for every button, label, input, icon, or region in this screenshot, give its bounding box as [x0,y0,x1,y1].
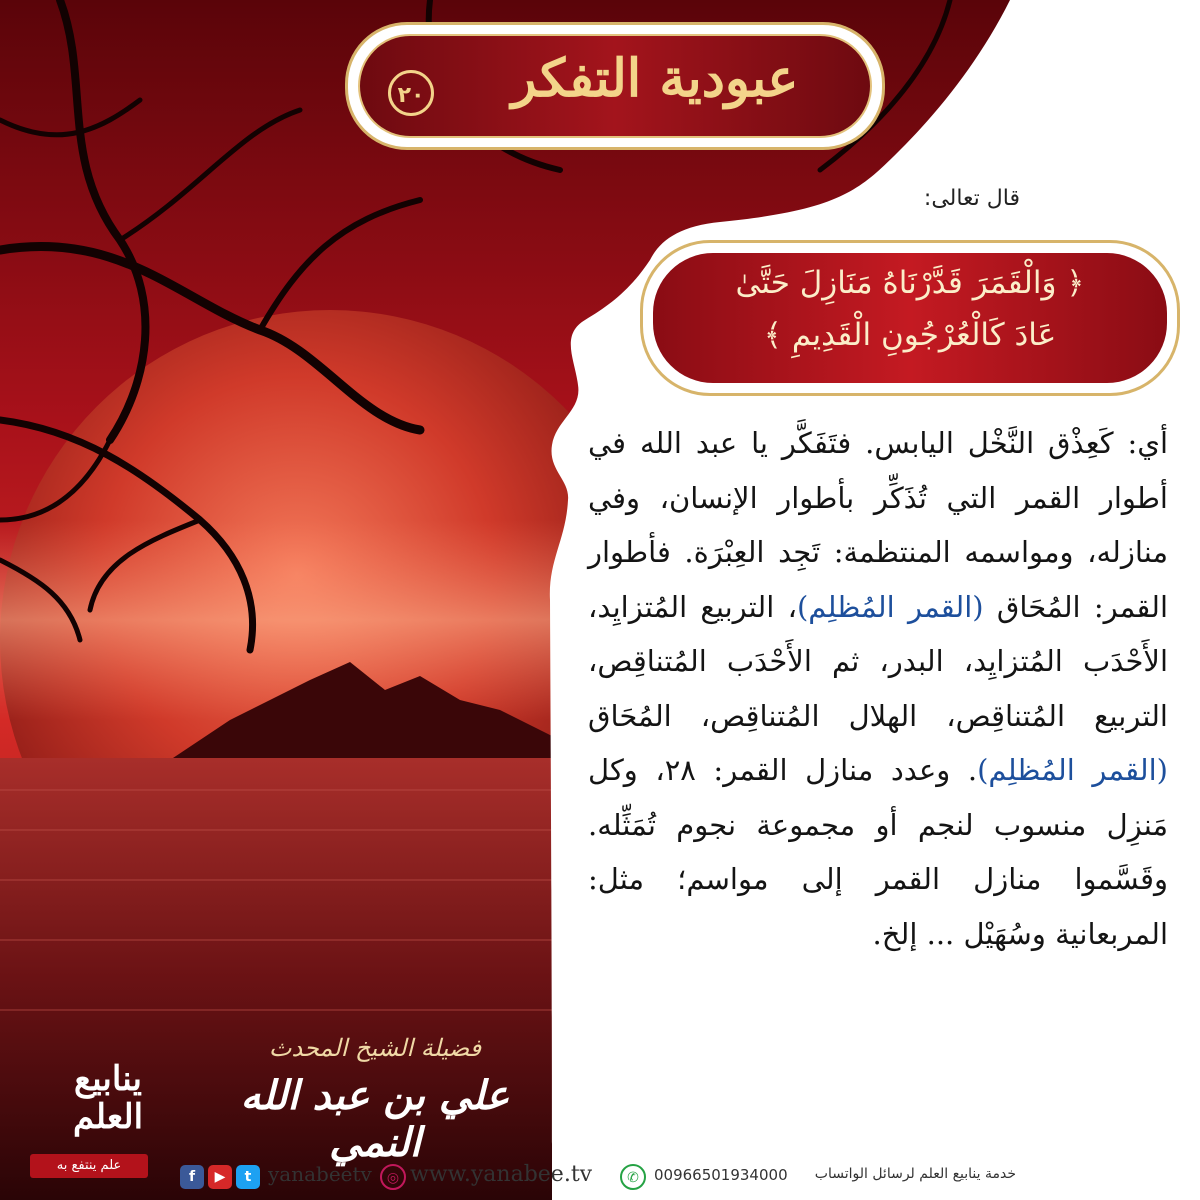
logo-name: ينابيع العلم [72,1059,144,1137]
social-handle[interactable]: yanabeetv [268,1162,372,1186]
verse-intro: قال تعالى: [923,186,1020,211]
sheikh-name: علي بن عبد الله النمي [240,1072,510,1166]
verse-line-1: ﴿ وَالْقَمَرَ قَدَّرْنَاهُ مَنَازِلَ حَتَّىٰ [735,265,1085,301]
verse-box [640,240,1180,396]
youtube-icon[interactable]: ▶ [208,1165,232,1189]
verse-line-2: عَادَ كَالْعُرْجُونِ الْقَدِيمِ ﴾ [763,317,1057,353]
logo-tagline: علم ينتفع به [30,1154,148,1178]
explanation-part-3: . وعدد منازل القمر: ٢٨، وكل مَنزِل منسوب لنجم أو مجموعة نجوم تُمَثِّله. وقَسَّموا منازل القمر إلى مواسم؛ مثل: المربعانية وسُهَيْل ... إلخ. [588,753,1168,951]
explanation-highlight-1: (القمر المُظلِم) [796,589,984,624]
page-title: عبودية التفكر [511,48,799,109]
website-link[interactable]: www.yanabee.tv [410,1162,593,1187]
footer-bar [180,1160,1200,1194]
title-banner-inner [358,34,872,138]
explanation-text [588,416,1168,961]
verse-box-inner [653,253,1167,383]
explanation-part-1: أي: كَعِذْق النَّخْل اليابس. فتَفَكَّر يا عبد الله في أطوار القمر التي تُذَكِّر بأطوار الإنسان، وفي منازله، ومواسمه المنتظمة: تَجِد العِبْرَة. فأطوار القمر: المُحَاق [588,426,1168,624]
episode-number-badge: ٢٠ [388,70,434,116]
facebook-icon[interactable]: f [180,1165,204,1189]
title-banner [345,22,885,150]
dribbble-icon[interactable]: ◎ [380,1164,406,1190]
twitter-icon[interactable]: t [236,1165,260,1189]
explanation-part-2: ، التربيع المُتزايِد، الأَحْدَب المُتزايِد، البدر، ثم الأَحْدَب المُتناقِص، التربيع المُتناقِص، الهلال المُتناقِص، المُحَاق [588,589,1168,733]
sheikh-title: فضيلة الشيخ المحدث [268,1034,482,1062]
explanation-highlight-2: (القمر المُظلِم) [977,753,1168,787]
whatsapp-number[interactable]: 00966501934000 [654,1166,788,1184]
whatsapp-service-label: خدمة ينابيع العلم لرسائل الواتساب [814,1166,1016,1182]
whatsapp-icon[interactable]: ✆ [620,1164,646,1190]
